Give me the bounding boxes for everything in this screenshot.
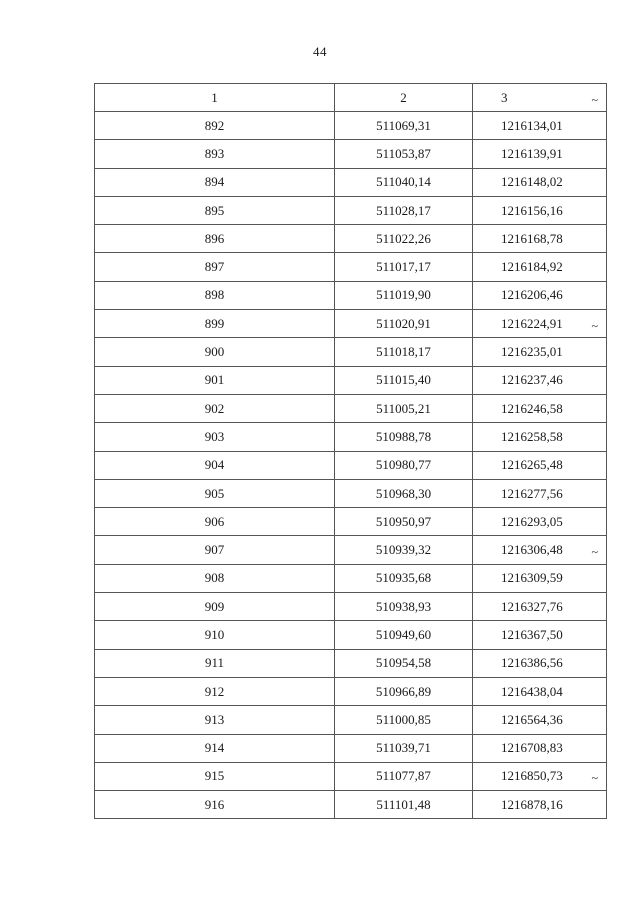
y-coordinate-cell	[473, 734, 607, 762]
x-coordinate-cell: 511015,40	[335, 366, 473, 394]
y-coordinate-cell	[473, 225, 607, 253]
y-coordinate-value: 1216235,01	[501, 344, 563, 360]
table-row	[95, 338, 607, 366]
y-coordinate-cell	[473, 423, 607, 451]
y-coordinate-cell	[473, 451, 607, 479]
margin-mark: ~	[591, 318, 598, 333]
y-coordinate-cell	[473, 564, 607, 592]
table-row	[95, 593, 607, 621]
table-row	[95, 564, 607, 592]
point-number-cell: 902	[95, 394, 335, 422]
y-coordinate-value: 1216224,91	[501, 315, 563, 331]
y-coordinate-cell	[473, 366, 607, 394]
column-header-1: 1	[95, 84, 335, 112]
x-coordinate-cell: 511040,14	[335, 168, 473, 196]
y-coordinate-value: 1216237,46	[501, 372, 563, 388]
y-coordinate-value: 1216246,58	[501, 400, 563, 416]
column-header-3: 3 ~	[473, 84, 607, 112]
y-coordinate-cell	[473, 706, 607, 734]
x-coordinate-cell: 511020,91	[335, 310, 473, 338]
y-coordinate-cell	[473, 593, 607, 621]
y-coordinate-cell	[473, 338, 607, 366]
x-coordinate-cell: 511005,21	[335, 394, 473, 422]
x-coordinate-cell: 511101,48	[335, 791, 473, 819]
y-coordinate-value: 1216438,04	[501, 683, 563, 699]
point-number-cell: 913	[95, 706, 335, 734]
point-number-cell: 910	[95, 621, 335, 649]
margin-mark: ~	[591, 92, 598, 107]
x-coordinate-cell: 511019,90	[335, 281, 473, 309]
coordinates-table	[94, 83, 607, 819]
point-number-cell: 908	[95, 564, 335, 592]
y-coordinate-cell	[473, 621, 607, 649]
x-coordinate-cell: 511077,87	[335, 762, 473, 790]
point-number-cell: 894	[95, 168, 335, 196]
x-coordinate-cell: 511022,26	[335, 225, 473, 253]
y-coordinate-value: 1216293,05	[501, 513, 563, 529]
y-coordinate-cell	[473, 791, 607, 819]
point-number-cell: 896	[95, 225, 335, 253]
table-header-row	[95, 84, 607, 112]
y-coordinate-value: 1216139,91	[501, 145, 563, 161]
y-coordinate-value: 1216327,76	[501, 598, 563, 614]
point-number-cell: 899	[95, 310, 335, 338]
y-coordinate-value: 1216258,58	[501, 428, 563, 444]
point-number-cell: 892	[95, 112, 335, 140]
x-coordinate-cell: 511053,87	[335, 140, 473, 168]
x-coordinate-cell: 511039,71	[335, 734, 473, 762]
point-number-cell: 898	[95, 281, 335, 309]
point-number-cell: 904	[95, 451, 335, 479]
point-number-cell: 915	[95, 762, 335, 790]
x-coordinate-cell: 510935,68	[335, 564, 473, 592]
point-number-cell: 907	[95, 536, 335, 564]
table-row	[95, 423, 607, 451]
x-coordinate-cell: 510939,32	[335, 536, 473, 564]
y-coordinate-cell	[473, 677, 607, 705]
y-coordinate-value: 1216386,56	[501, 655, 563, 671]
x-coordinate-cell: 511028,17	[335, 196, 473, 224]
y-coordinate-cell	[473, 281, 607, 309]
y-coordinate-cell	[473, 168, 607, 196]
point-number-cell: 916	[95, 791, 335, 819]
x-coordinate-cell: 511000,85	[335, 706, 473, 734]
table-row	[95, 706, 607, 734]
y-coordinate-cell	[473, 140, 607, 168]
table-row	[95, 621, 607, 649]
table-row	[95, 225, 607, 253]
point-number-cell: 895	[95, 196, 335, 224]
x-coordinate-cell: 510954,58	[335, 649, 473, 677]
y-coordinate-value: 1216168,78	[501, 230, 563, 246]
margin-mark: ~	[591, 771, 598, 786]
table-row	[95, 366, 607, 394]
y-coordinate-value: 1216134,01	[501, 117, 563, 133]
table-row	[95, 112, 607, 140]
y-coordinate-cell	[473, 253, 607, 281]
x-coordinate-cell: 510938,93	[335, 593, 473, 621]
y-coordinate-cell	[473, 762, 607, 790]
table-row	[95, 508, 607, 536]
y-coordinate-value: 1216708,83	[501, 740, 563, 756]
y-coordinate-value: 1216367,50	[501, 626, 563, 642]
point-number-cell: 911	[95, 649, 335, 677]
point-number-cell: 901	[95, 366, 335, 394]
x-coordinate-cell: 510968,30	[335, 479, 473, 507]
point-number-cell: 905	[95, 479, 335, 507]
table-row	[95, 479, 607, 507]
x-coordinate-cell: 511069,31	[335, 112, 473, 140]
y-coordinate-cell	[473, 536, 607, 564]
table-row	[95, 168, 607, 196]
point-number-cell: 900	[95, 338, 335, 366]
x-coordinate-cell: 510950,97	[335, 508, 473, 536]
y-coordinate-cell	[473, 112, 607, 140]
x-coordinate-cell: 510966,89	[335, 677, 473, 705]
point-number-cell: 906	[95, 508, 335, 536]
table-row	[95, 281, 607, 309]
table-row	[95, 734, 607, 762]
y-coordinate-cell	[473, 649, 607, 677]
x-coordinate-cell: 510988,78	[335, 423, 473, 451]
y-coordinate-value: 1216878,16	[501, 796, 563, 812]
y-coordinate-value: 1216206,46	[501, 287, 563, 303]
table-row	[95, 762, 607, 790]
point-number-cell: 912	[95, 677, 335, 705]
table-row	[95, 791, 607, 819]
x-coordinate-cell: 511018,17	[335, 338, 473, 366]
y-coordinate-cell	[473, 508, 607, 536]
point-number-cell: 909	[95, 593, 335, 621]
y-coordinate-value: 1216184,92	[501, 259, 563, 275]
table-row	[95, 677, 607, 705]
y-coordinate-value: 1216309,59	[501, 570, 563, 586]
page-number: 44	[313, 44, 327, 59]
y-coordinate-value: 1216850,73	[501, 768, 563, 784]
point-number-cell: 893	[95, 140, 335, 168]
table-row	[95, 536, 607, 564]
y-coordinate-cell	[473, 310, 607, 338]
y-coordinate-cell	[473, 394, 607, 422]
y-coordinate-value: 1216265,48	[501, 457, 563, 473]
y-coordinate-value: 1216564,36	[501, 711, 563, 727]
point-number-cell: 903	[95, 423, 335, 451]
table-row	[95, 253, 607, 281]
table-row	[95, 394, 607, 422]
table-row	[95, 310, 607, 338]
table-row	[95, 196, 607, 224]
table-row	[95, 451, 607, 479]
y-coordinate-value: 1216277,56	[501, 485, 563, 501]
x-coordinate-cell: 510980,77	[335, 451, 473, 479]
point-number-cell: 897	[95, 253, 335, 281]
column-header-2: 2	[335, 84, 473, 112]
x-coordinate-cell: 511017,17	[335, 253, 473, 281]
y-coordinate-value: 1216148,02	[501, 174, 563, 190]
x-coordinate-cell: 510949,60	[335, 621, 473, 649]
y-coordinate-cell	[473, 196, 607, 224]
margin-mark: ~	[591, 544, 598, 559]
table-row	[95, 140, 607, 168]
y-coordinate-value: 1216156,16	[501, 202, 563, 218]
point-number-cell: 914	[95, 734, 335, 762]
y-coordinate-value: 1216306,48	[501, 542, 563, 558]
table-row	[95, 649, 607, 677]
y-coordinate-cell	[473, 479, 607, 507]
